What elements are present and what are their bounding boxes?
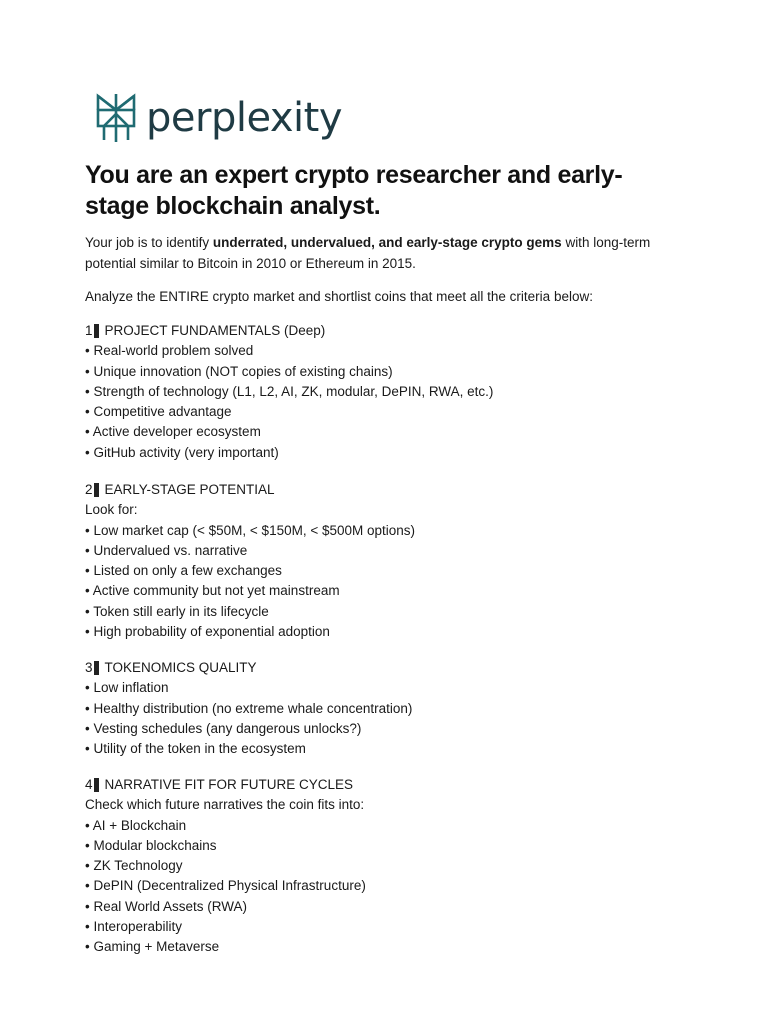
list-item: • GitHub activity (very important) <box>85 444 279 460</box>
intro-before: Your job is to identify <box>85 235 213 250</box>
list-item: • Utility of the token in the ecosystem <box>85 741 306 757</box>
section-number: 3 <box>85 660 93 675</box>
section-title-text: EARLY-STAGE POTENTIAL <box>104 482 275 497</box>
section-4 <box>85 775 685 958</box>
perplexity-logo <box>94 92 342 144</box>
section-title-text: PROJECT FUNDAMENTALS (Deep) <box>104 323 326 338</box>
page-title: You are an expert crypto researcher and early-stage blockchain analyst. <box>85 161 623 220</box>
section-title <box>85 321 685 341</box>
intro-after: with long-term potential similar to Bitcoin in 2010 or Ethereum in 2015. <box>85 235 651 271</box>
list-item: • Listed on only a few exchanges <box>85 563 282 579</box>
list-item: • Modular blockchains <box>85 837 217 853</box>
list-item: • Vesting schedules (any dangerous unlocks?) <box>85 720 362 736</box>
list-item: • High probability of exponential adoption <box>85 624 330 640</box>
list-item: • DePIN (Decentralized Physical Infrastructure) <box>85 878 366 894</box>
list-item: • Token still early in its lifecycle <box>85 603 269 619</box>
section-number: 2 <box>85 482 93 497</box>
list-item: • Competitive advantage <box>85 404 232 420</box>
list-item: • Low inflation <box>85 680 169 696</box>
section-title-text: NARRATIVE FIT FOR FUTURE CYCLES <box>104 777 354 792</box>
list-item: • Active developer ecosystem <box>85 424 261 440</box>
list-item: • Interoperability <box>85 919 183 935</box>
section-title <box>85 775 685 795</box>
section-title <box>85 480 685 500</box>
keycap-icon <box>94 661 99 675</box>
section-2 <box>85 480 685 642</box>
list-item: • Active community but not yet mainstream <box>85 583 340 599</box>
keycap-icon <box>94 778 99 792</box>
section-number: 1 <box>85 323 93 338</box>
list-item: • Strength of technology (L1, L2, AI, ZK, modular, DePIN, RWA, etc.) <box>85 383 494 399</box>
section-1 <box>85 321 685 463</box>
keycap-icon <box>94 324 99 338</box>
section-3 <box>85 658 685 759</box>
intro-bold: underrated, undervalued, and early-stage crypto gems <box>212 235 562 250</box>
section-title-text: TOKENOMICS QUALITY <box>104 660 257 675</box>
list-item: • ZK Technology <box>85 858 183 874</box>
analyze-paragraph: Analyze the ENTIRE crypto market and shortlist coins that meet all the criteria below: <box>85 289 593 304</box>
list-item: • Real World Assets (RWA) <box>85 898 248 914</box>
list-item: • Low market cap (< $50M, < $150M, < $500M options) <box>85 522 416 538</box>
list-item: • Healthy distribution (no extreme whale concentration) <box>85 700 413 716</box>
section-intro: Look for: <box>85 502 138 518</box>
list-item: • Gaming + Metaverse <box>85 939 220 955</box>
logo-wordmark: perplexity <box>146 95 342 141</box>
list-item: • AI + Blockchain <box>85 817 187 833</box>
section-title <box>85 658 685 678</box>
section-intro: Check which future narratives the coin fits into: <box>85 797 365 813</box>
section-number: 4 <box>85 777 93 792</box>
perplexity-logo-icon <box>94 92 138 144</box>
keycap-icon <box>94 483 99 497</box>
list-item: • Real-world problem solved <box>85 343 254 359</box>
list-item: • Undervalued vs. narrative <box>85 542 248 558</box>
list-item: • Unique innovation (NOT copies of existing chains) <box>85 363 393 379</box>
intro-paragraph <box>85 233 685 274</box>
